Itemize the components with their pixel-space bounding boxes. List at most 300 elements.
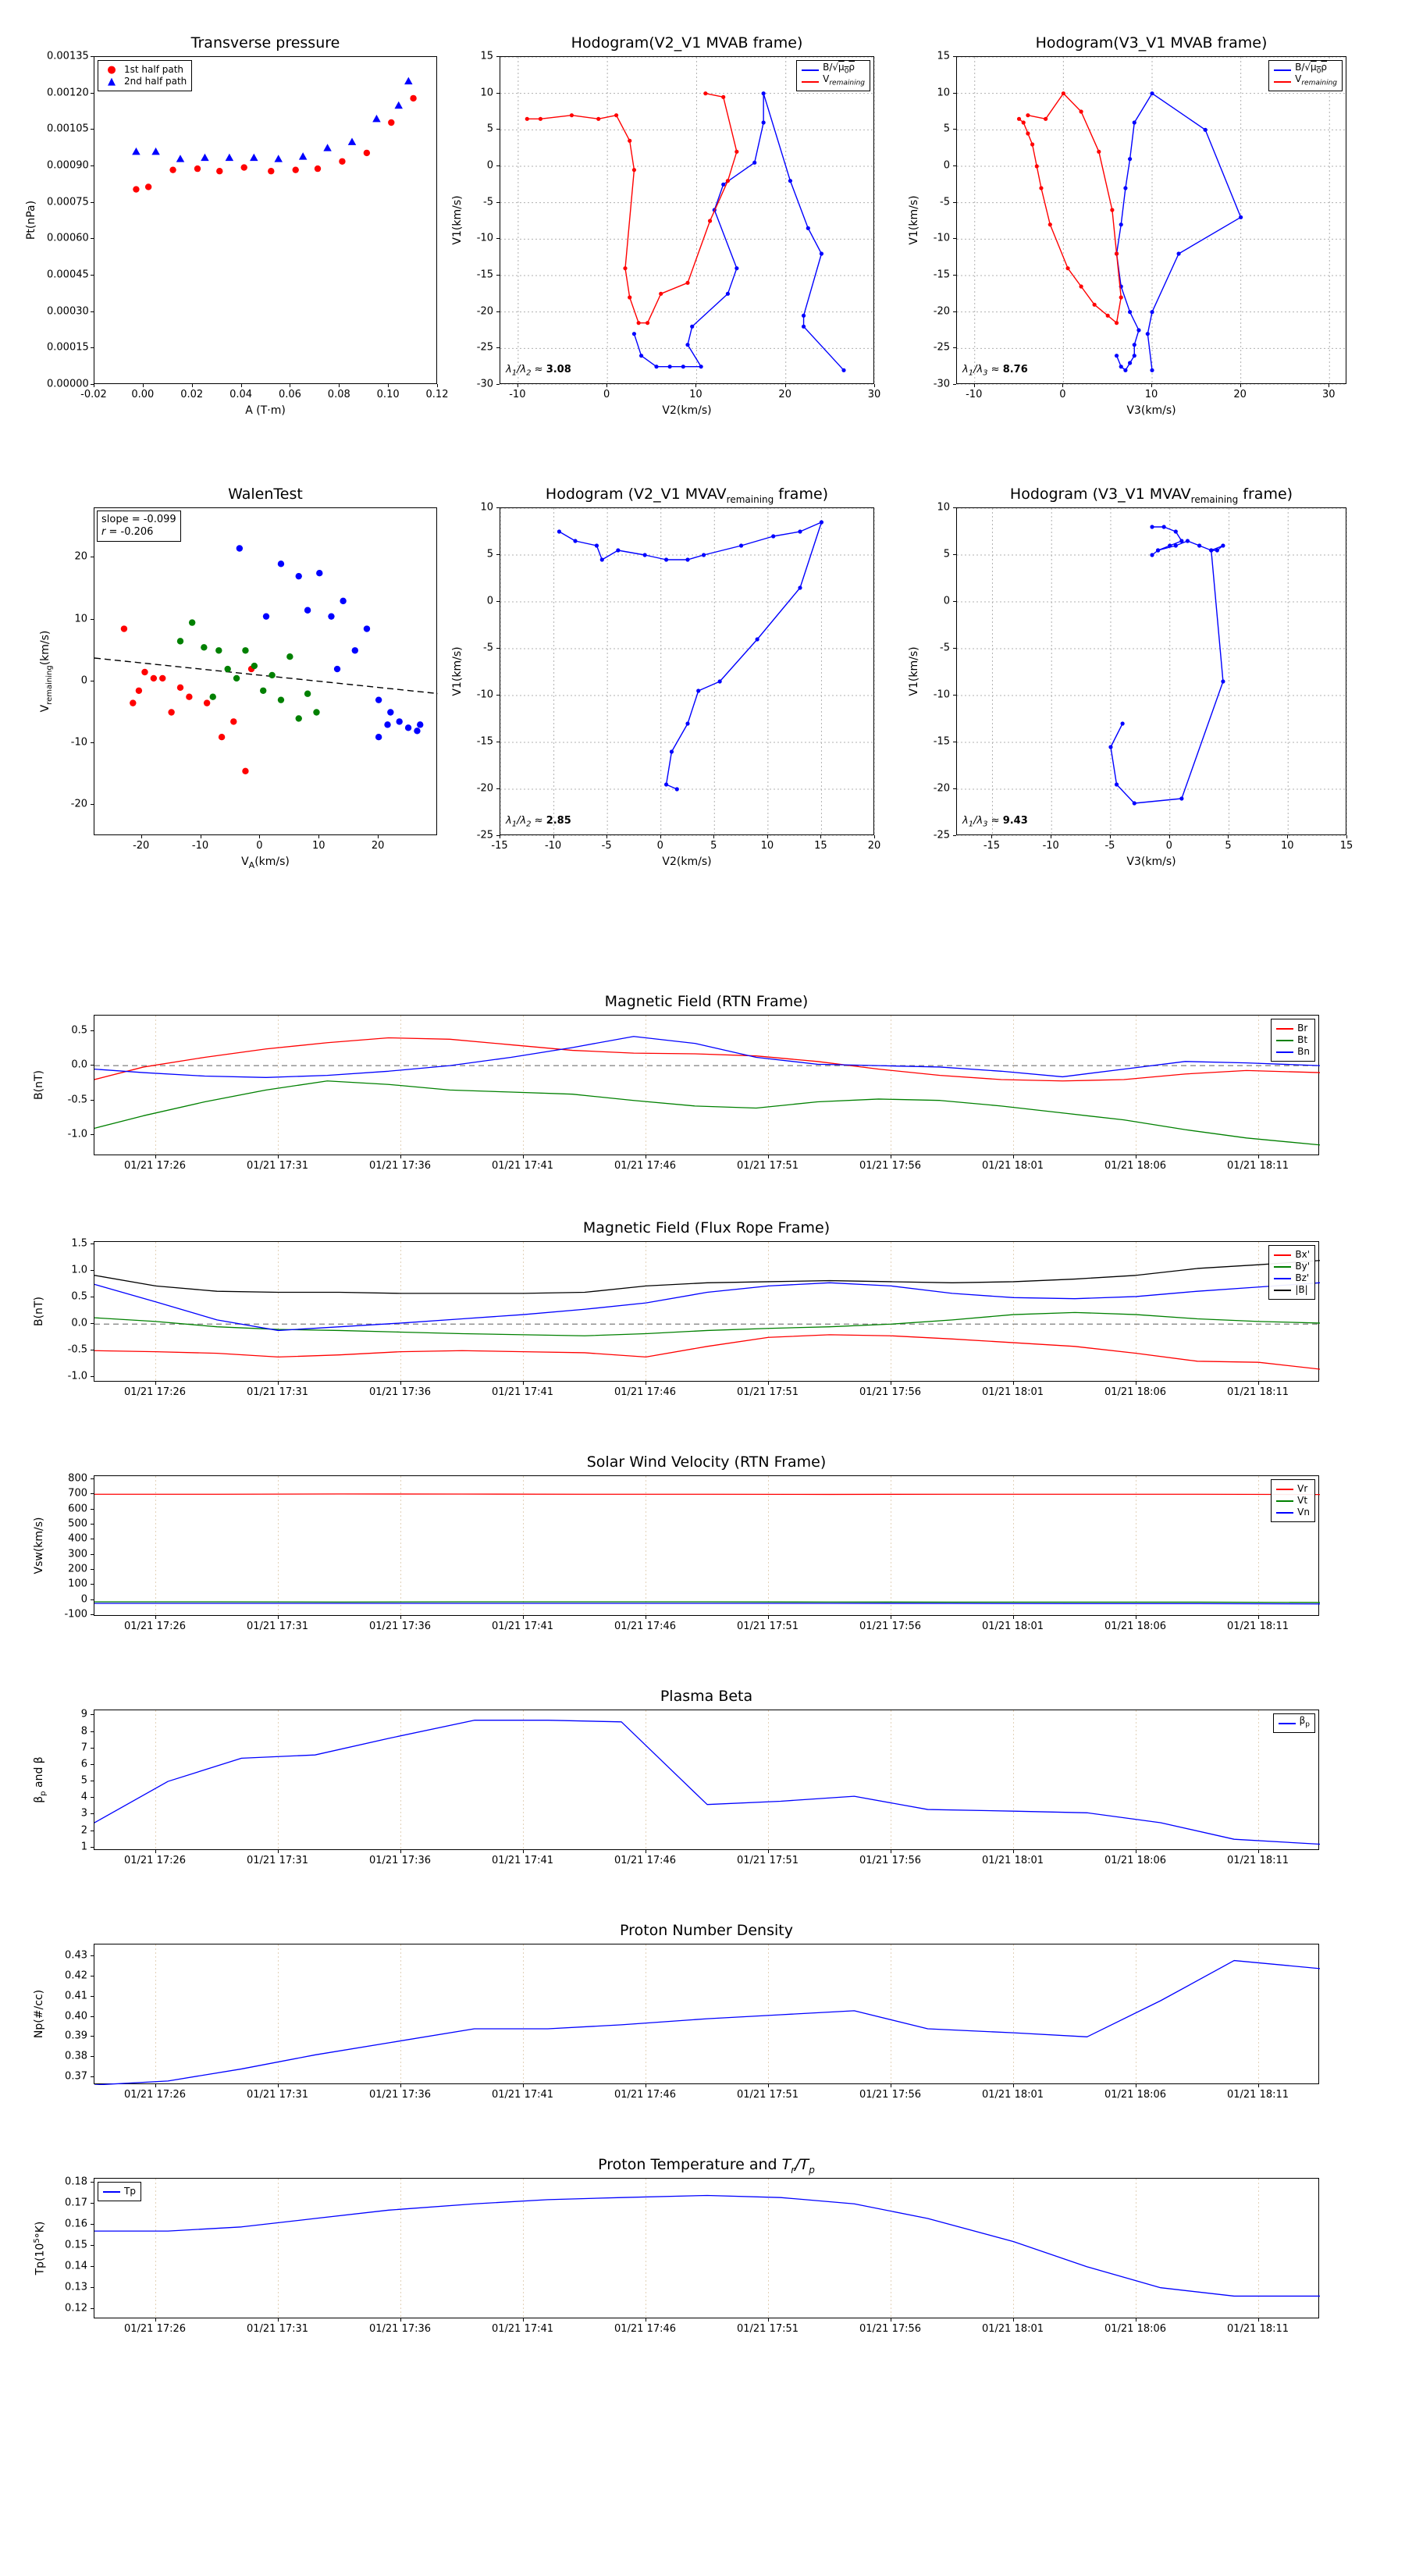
ytick-label: 10: [937, 501, 950, 514]
xtick-mark: [1013, 1850, 1014, 1853]
xtick-label: 01/21 17:36: [368, 1855, 432, 1866]
ytick-label: 0.00045: [47, 269, 89, 281]
xtick-label: 01/21 18:06: [1104, 1621, 1167, 1632]
ytick-label: 1.5: [71, 1237, 87, 1250]
legend-color-swatch: [1276, 1512, 1293, 1514]
xtick-mark: [141, 835, 142, 838]
ytick-label: -20: [476, 782, 493, 795]
legend-color-swatch: [1274, 81, 1291, 83]
xtick-label: 01/21 17:26: [123, 1386, 187, 1398]
ytick-mark: [953, 384, 956, 385]
xtick-label: 01/21 18:11: [1226, 1855, 1289, 1866]
ytick-mark: [953, 695, 956, 696]
ytick-label: 15: [480, 50, 493, 62]
legend-entry: [103, 2186, 136, 2197]
xtick-label: 01/21 17:31: [246, 1386, 309, 1398]
xtick-label: 01/21 17:51: [736, 2089, 799, 2101]
xtick-label: 01/21 17:56: [859, 1621, 922, 1632]
xtick-label: 10: [1280, 840, 1294, 852]
xtick-label: 01/21 17:31: [246, 2089, 309, 2101]
annotation-hodogram-v3v1-mvab: $\lambda_1/\lambda_3 \approx 8.76$: [962, 364, 1028, 378]
xtick-label: 01/21 17:41: [491, 2323, 554, 2335]
yaxis-label-plasma-beta: $\beta_p$ and β: [33, 1756, 48, 1803]
xtick-label: 15: [814, 840, 827, 852]
ytick-mark: [91, 1599, 94, 1600]
xtick-label: 01/21 17:41: [491, 1621, 554, 1632]
ytick-mark: [496, 56, 500, 57]
xtick-mark: [192, 384, 193, 387]
xtick-label: 01/21 17:31: [246, 2323, 309, 2335]
ytick-mark: [953, 601, 956, 602]
xtick-label: 01/21 17:36: [368, 2323, 432, 2335]
xtick-label: 01/21 17:56: [859, 1386, 922, 1398]
legend-label: Vn: [1297, 1507, 1310, 1517]
ytick-label: 5: [943, 123, 950, 135]
xtick-mark: [523, 2318, 524, 2322]
legend-solar-wind-velocity: [1271, 1479, 1315, 1522]
yaxis-label-hodogram-v2v1-mvav: V1(km/s): [451, 646, 464, 696]
ytick-mark: [496, 648, 500, 649]
legend-label: $V_{remaining}$: [823, 73, 865, 87]
series-line-trajectory: [559, 522, 821, 789]
xtick-label: -10: [509, 389, 526, 400]
xtick-label: 01/21 17:26: [123, 2089, 187, 2101]
ytick-mark: [91, 238, 94, 239]
ytick-label: 700: [68, 1487, 87, 1500]
ytick-label: 600: [68, 1503, 87, 1515]
ytick-mark: [91, 2016, 94, 2017]
legend-magnetic-field-rtn: [1271, 1019, 1315, 1062]
ytick-label: 0.43: [65, 1949, 87, 1962]
ytick-label: 4: [80, 1791, 87, 1803]
ytick-label: 5: [943, 548, 950, 560]
legend-label: Vr: [1297, 1483, 1308, 1494]
ytick-label: 800: [68, 1472, 87, 1485]
xtick-label: 01/21 17:51: [736, 1160, 799, 1172]
ytick-mark: [953, 835, 956, 836]
plot-svg-hodogram-v3v1-mvav: [957, 508, 1347, 836]
xtick-mark: [874, 384, 875, 387]
ytick-label: -10: [476, 232, 493, 244]
xtick-mark: [278, 1850, 279, 1853]
xtick-mark: [400, 2318, 401, 2322]
legend-label: 1st half path: [124, 64, 184, 75]
ytick-mark: [91, 2036, 94, 2037]
legend-entry: [1276, 1507, 1310, 1518]
annotation-hodogram-v2v1-mvav: $\lambda_1/\lambda_2 \approx 2.85$: [506, 815, 571, 829]
xtick-label: -15: [491, 840, 508, 852]
legend-label: Br: [1297, 1023, 1308, 1034]
xtick-label: -10: [1042, 840, 1059, 852]
xtick-mark: [155, 1616, 156, 1619]
xtick-label: -20: [133, 840, 150, 852]
chart-title-hodogram-v3v1-mvav: Hodogram (V3_V1 $MVAV_{remaining}$ frame): [1009, 486, 1293, 505]
legend-transverse-pressure: [98, 60, 192, 91]
xtick-label: 0.00: [131, 389, 155, 400]
ytick-mark: [91, 56, 94, 57]
xtick-label: 01/21 18:11: [1226, 1386, 1289, 1398]
ytick-label: 1: [80, 1841, 87, 1853]
xtick-label: 01/21 17:56: [859, 2323, 922, 2335]
legend-label: 2nd half path: [124, 76, 187, 87]
xtick-label: 01/21 17:41: [491, 1160, 554, 1172]
plot-svg-proton-number-density: [94, 1944, 1320, 2085]
ytick-label: 9: [80, 1708, 87, 1720]
ytick-label: 5: [486, 123, 493, 135]
xtick-mark: [1240, 384, 1241, 387]
ytick-label: 0: [80, 674, 87, 687]
triangle-marker-icon: ▲: [108, 76, 116, 87]
legend-proton-temperature: [98, 2182, 141, 2201]
chart-title-hodogram-v3v1-mvab: Hodogram(V3_V1 MVAB frame): [1035, 34, 1268, 52]
ytick-mark: [91, 1714, 94, 1715]
legend-color-swatch: [802, 81, 819, 83]
xtick-label: 20: [371, 840, 385, 852]
plot-area-transverse-pressure: [94, 56, 437, 384]
xtick-label: 01/21 18:06: [1104, 2089, 1167, 2101]
ytick-label: -20: [476, 305, 493, 318]
legend-label: $B/√\mu_0\rho$: [823, 62, 855, 76]
legend-color-swatch: [1274, 1290, 1291, 1291]
chart-title-transverse-pressure: Transverse pressure: [190, 34, 340, 52]
ytick-mark: [91, 2056, 94, 2057]
ytick-mark: [91, 1584, 94, 1585]
ytick-label: 10: [480, 501, 493, 514]
ytick-mark: [91, 2182, 94, 2183]
ytick-mark: [91, 1270, 94, 1271]
xtick-mark: [660, 835, 661, 838]
legend-entry: [103, 64, 187, 76]
ytick-label: -5: [483, 196, 493, 208]
xtick-label: 01/21 17:31: [246, 1621, 309, 1632]
legend-hodogram-v2v1-mvab: [796, 60, 870, 91]
xtick-mark: [1258, 2318, 1259, 2322]
xtick-mark: [695, 384, 696, 387]
ytick-label: 0.17: [65, 2197, 87, 2209]
ytick-label: 0.00030: [47, 305, 89, 318]
ytick-mark: [91, 1100, 94, 1101]
xtick-label: 01/21 17:36: [368, 1621, 432, 1632]
ytick-label: 0.15: [65, 2239, 87, 2251]
ytick-label: 0.00105: [47, 123, 89, 135]
xtick-mark: [259, 835, 260, 838]
xtick-mark: [1013, 2084, 1014, 2087]
xtick-label: 01/21 17:56: [859, 2089, 922, 2101]
ytick-label: 1.0: [71, 1264, 87, 1276]
xaxis-label-walen-test: $V_A(km/s)$: [241, 856, 290, 870]
legend-magnetic-field-flux-rope: [1268, 1245, 1315, 1300]
xtick-mark: [1228, 835, 1229, 838]
ytick-label: 0.40: [65, 2010, 87, 2023]
xtick-label: -10: [966, 389, 983, 400]
legend-plasma-beta: [1273, 1713, 1315, 1733]
legend-label: $B/√\mu_0\rho$: [1295, 62, 1328, 76]
xtick-label: 01/21 18:01: [981, 1160, 1044, 1172]
ytick-mark: [91, 1509, 94, 1510]
xtick-mark: [155, 2084, 156, 2087]
ytick-label: 0.0: [71, 1059, 87, 1071]
legend-color-swatch: [1274, 69, 1291, 71]
ytick-mark: [953, 93, 956, 94]
legend-entry: [1276, 1034, 1310, 1046]
yaxis-label-magnetic-field-rtn: B(nT): [33, 1070, 45, 1100]
xtick-mark: [874, 835, 875, 838]
chart-title-hodogram-v2v1-mvab: Hodogram(V2_V1 MVAB frame): [571, 34, 803, 52]
xtick-label: 01/21 17:36: [368, 2089, 432, 2101]
ytick-mark: [91, 1134, 94, 1135]
ytick-label: 0: [80, 1593, 87, 1606]
xtick-mark: [155, 1155, 156, 1158]
ytick-label: -0.5: [67, 1343, 87, 1356]
ytick-mark: [91, 275, 94, 276]
xaxis-label-hodogram-v3v1-mvav: V3(km/s): [1126, 856, 1176, 868]
chart-title-plasma-beta: Plasma Beta: [660, 1688, 753, 1705]
ytick-label: -1.0: [67, 1370, 87, 1382]
xtick-mark: [768, 2084, 769, 2087]
xtick-label: 01/21 17:46: [614, 1855, 677, 1866]
xtick-label: 20: [867, 840, 881, 852]
yaxis-label-transverse-pressure: Pt(nPa): [25, 200, 37, 240]
ytick-label: 100: [68, 1578, 87, 1590]
ytick-label: -15: [476, 269, 493, 281]
ytick-label: -25: [933, 341, 950, 354]
xtick-label: 01/21 17:46: [614, 2323, 677, 2335]
xtick-label: 20: [778, 389, 791, 400]
xtick-label: 10: [311, 840, 325, 852]
plot-svg-hodogram-v2v1-mvav: [500, 508, 875, 836]
xtick-label: -0.02: [80, 389, 107, 400]
xtick-label: 30: [1321, 389, 1336, 400]
ytick-mark: [496, 311, 500, 312]
xtick-mark: [1169, 835, 1170, 838]
ytick-mark: [953, 202, 956, 203]
xtick-label: 5: [710, 840, 717, 852]
xtick-label: 01/21 17:51: [736, 2323, 799, 2335]
ytick-mark: [496, 238, 500, 239]
ytick-label: -25: [933, 829, 950, 841]
ytick-mark: [91, 1524, 94, 1525]
ytick-label: 0.42: [65, 1969, 87, 1982]
xtick-mark: [1258, 1616, 1259, 1619]
ytick-label: 500: [68, 1517, 87, 1530]
xtick-mark: [1013, 2318, 1014, 2322]
ytick-mark: [953, 311, 956, 312]
xtick-label: 0.10: [376, 389, 400, 400]
ytick-mark: [496, 507, 500, 508]
xtick-mark: [378, 835, 379, 838]
xtick-label: 01/21 17:41: [491, 1386, 554, 1398]
xtick-label: 01/21 18:06: [1104, 2323, 1167, 2335]
ytick-mark: [91, 1376, 94, 1377]
ytick-label: 0.5: [71, 1290, 87, 1303]
ytick-label: 0.12: [65, 2302, 87, 2314]
xtick-label: 01/21 17:56: [859, 1855, 922, 1866]
xtick-label: 5: [1225, 840, 1232, 852]
ytick-mark: [953, 347, 956, 348]
xtick-mark: [1287, 835, 1288, 838]
xtick-mark: [523, 2084, 524, 2087]
annotation-box-walen-test: slope = -0.099 r = -0.206: [97, 511, 181, 542]
ytick-mark: [91, 1996, 94, 1997]
xtick-label: 01/21 18:01: [981, 2323, 1044, 2335]
ytick-label: 0: [486, 159, 493, 172]
ytick-mark: [91, 1554, 94, 1555]
chart-title-hodogram-v2v1-mvav: Hodogram (V2_V1 $MVAV_{remaining}$ frame): [545, 486, 829, 505]
ytick-label: -20: [70, 798, 87, 810]
xtick-mark: [606, 835, 607, 838]
xtick-mark: [768, 2318, 769, 2322]
legend-entry: [1276, 1023, 1310, 1034]
series-line-V_remaining: [1019, 94, 1122, 323]
legend-color-swatch: [1276, 1489, 1293, 1490]
xtick-mark: [278, 2318, 279, 2322]
plot-svg-transverse-pressure: [94, 57, 438, 385]
ytick-mark: [91, 2308, 94, 2309]
ytick-mark: [91, 2266, 94, 2267]
annotation-hodogram-v2v1-mvab: $\lambda_1/\lambda_2 \approx 3.08$: [506, 364, 571, 378]
ytick-label: 7: [80, 1742, 87, 1754]
ytick-label: 0.37: [65, 2070, 87, 2083]
ytick-mark: [91, 1955, 94, 1956]
chart-title-walen-test: WalenTest: [228, 486, 303, 503]
legend-entry: [1276, 1046, 1310, 1058]
annotation-hodogram-v3v1-mvav: $\lambda_1/\lambda_3 \approx 9.43$: [962, 815, 1028, 829]
xtick-label: 01/21 17:51: [736, 1855, 799, 1866]
xtick-label: 10: [760, 840, 774, 852]
ytick-label: 3: [80, 1807, 87, 1820]
xtick-mark: [143, 384, 144, 387]
xtick-mark: [820, 835, 821, 838]
ytick-mark: [91, 2245, 94, 2246]
ytick-mark: [91, 1493, 94, 1494]
legend-label: Bn: [1297, 1046, 1310, 1057]
ytick-label: 0: [943, 595, 950, 607]
xtick-label: 01/21 18:01: [981, 1621, 1044, 1632]
ytick-mark: [91, 1847, 94, 1848]
xtick-mark: [339, 384, 340, 387]
ytick-mark: [496, 788, 500, 789]
xtick-mark: [974, 384, 975, 387]
ytick-mark: [91, 93, 94, 94]
ytick-label: 15: [937, 50, 950, 62]
xtick-mark: [1258, 1155, 1259, 1158]
xtick-mark: [400, 1382, 401, 1385]
xtick-label: 0: [656, 840, 663, 852]
xaxis-label-hodogram-v2v1-mvav: V2(km/s): [662, 856, 712, 868]
xtick-mark: [1110, 835, 1111, 838]
xtick-mark: [278, 1382, 279, 1385]
ytick-mark: [496, 601, 500, 602]
xtick-label: -10: [191, 840, 209, 852]
xtick-label: 01/21 18:11: [1226, 1621, 1289, 1632]
legend-label: Bt: [1297, 1034, 1308, 1045]
xaxis-label-transverse-pressure: A (T·m): [245, 404, 286, 417]
plot-area-plasma-beta: [94, 1710, 1319, 1850]
ytick-mark: [91, 2224, 94, 2225]
xtick-label: 0: [1165, 840, 1172, 852]
xtick-label: 10: [689, 389, 702, 400]
legend-label: Tp: [124, 2186, 136, 2197]
plot-area-hodogram-v2v1-mvav: [500, 507, 874, 835]
xtick-mark: [768, 1382, 769, 1385]
xtick-mark: [400, 2084, 401, 2087]
xtick-label: 01/21 17:46: [614, 2089, 677, 2101]
xtick-mark: [278, 2084, 279, 2087]
ytick-label: 0.5: [71, 1024, 87, 1037]
legend-color-swatch: [1279, 1723, 1296, 1724]
xtick-label: 0.04: [229, 389, 253, 400]
ytick-label: -5: [483, 642, 493, 654]
ytick-label: 0: [486, 595, 493, 607]
series-line-V_remaining: [527, 94, 737, 323]
xtick-mark: [991, 835, 992, 838]
xtick-mark: [318, 835, 319, 838]
xtick-mark: [155, 1382, 156, 1385]
ytick-label: 2: [80, 1824, 87, 1837]
xtick-label: 01/21 17:46: [614, 1386, 677, 1398]
legend-color-swatch: [1274, 1254, 1291, 1256]
yaxis-label-hodogram-v3v1-mvav: V1(km/s): [908, 646, 920, 696]
ytick-label: 5: [486, 548, 493, 560]
xtick-mark: [388, 384, 389, 387]
ytick-mark: [496, 554, 500, 555]
xtick-mark: [1013, 1616, 1014, 1619]
xtick-label: -15: [983, 840, 1001, 852]
legend-color-swatch: [1276, 1500, 1293, 1502]
ytick-label: 400: [68, 1532, 87, 1545]
ytick-mark: [91, 1731, 94, 1732]
plot-svg-magnetic-field-rtn: [94, 1016, 1320, 1156]
legend-label: $V_{remaining}$: [1295, 73, 1337, 87]
ytick-mark: [496, 129, 500, 130]
ytick-label: 6: [80, 1758, 87, 1770]
xtick-label: 01/21 17:46: [614, 1621, 677, 1632]
xtick-label: 01/21 17:56: [859, 1160, 922, 1172]
legend-entry: [1279, 1717, 1310, 1729]
xtick-label: 01/21 17:46: [614, 1160, 677, 1172]
legend-hodogram-v3v1-mvab: [1268, 60, 1343, 91]
ytick-label: 0: [943, 159, 950, 172]
xtick-label: 01/21 18:01: [981, 1855, 1044, 1866]
xtick-label: 01/21 18:11: [1226, 1160, 1289, 1172]
legend-entry: [1274, 1261, 1310, 1272]
xtick-mark: [768, 1616, 769, 1619]
ytick-mark: [953, 165, 956, 166]
xtick-mark: [1258, 1850, 1259, 1853]
ytick-mark: [496, 275, 500, 276]
xtick-mark: [155, 1850, 156, 1853]
xtick-label: 01/21 17:26: [123, 1855, 187, 1866]
ytick-label: -30: [933, 378, 950, 390]
ytick-mark: [91, 129, 94, 130]
ytick-label: 0.39: [65, 2030, 87, 2042]
ytick-mark: [496, 384, 500, 385]
legend-entry: [103, 76, 187, 87]
ytick-label: -1.0: [67, 1128, 87, 1140]
ytick-label: 0.00120: [47, 87, 89, 99]
ytick-mark: [91, 347, 94, 348]
plot-svg-plasma-beta: [94, 1710, 1320, 1851]
xtick-mark: [523, 1382, 524, 1385]
legend-label: Bx': [1295, 1249, 1310, 1260]
chart-title-magnetic-field-rtn: Magnetic Field (RTN Frame): [604, 993, 809, 1010]
ytick-label: 20: [74, 550, 87, 563]
ytick-label: 0.14: [65, 2260, 87, 2272]
xtick-label: 0.06: [278, 389, 301, 400]
plot-area-solar-wind-velocity: [94, 1475, 1319, 1616]
ytick-label: -10: [70, 736, 87, 749]
ytick-mark: [91, 1614, 94, 1615]
